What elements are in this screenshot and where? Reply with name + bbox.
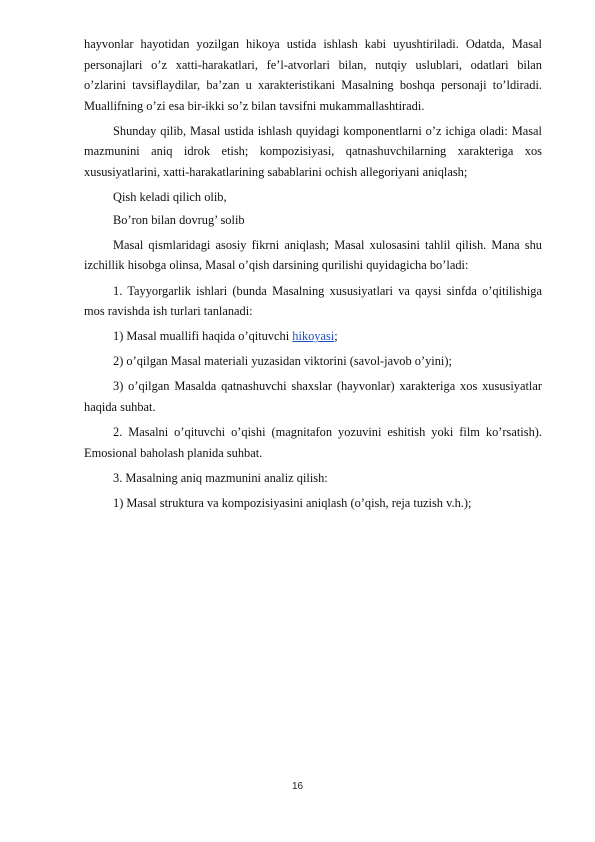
verse-line-1: Qish keladi qilich olib,	[113, 190, 227, 205]
step-teacher-reading: 2. Masalni o’qituvchi o’qishi (magnitafon yozuvini eshitish yoki film ko’rsatish). Emosional baholash planida suhbat.	[84, 425, 542, 460]
hikoyasi-link[interactable]: hikoyasi	[292, 329, 335, 344]
document-body	[84, 34, 542, 518]
paragraph-continuation: hayvonlar hayotidan yozilgan hikoya ustida ishlash kabi uyushtiriladi. Odatda, Masal personajlari o’z xatti-harakatlari, fe’l-atvorlari bilan, nutqiy uslublari, odatlari bilan o’zlarini tavsiflaydilar, ba’zan u xarakteristikani Masalning boshqa personaji to’ldiradi. Muallifning o’zi esa bir-ikki so’z bilan tavsifni mukammallashtiradi.	[84, 37, 542, 113]
page-number: 16	[291, 781, 304, 792]
list-item-teacher-story	[84, 326, 542, 347]
paragraph-lesson-structure: Masal qismlaridagi asosiy fikrni aniqlash; Masal xulosasini tahlil qilish. Mana shu izchillik hisobga olinsa, Masal o’qish darsining qurilishi quyidagicha bo’ladi:	[84, 237, 542, 273]
step-content-analysis: 3. Masalning aniq mazmunini analiz qilish:	[113, 470, 328, 485]
list-item-text: 1) Masal muallifi haqida o’qituvchi	[113, 329, 293, 344]
paragraph-components: Shunday qilib, Masal ustida ishlash quyidagi komponentlarni o’z ichiga oladi: Masal mazmunini aniq idrok etish; kompozisiyasi, qatnashuvchilarning xarakteriga xos xususiyatlarini, xatti-harakatlarining sabablarini ochish allegoriyani aniqlash;	[84, 123, 542, 180]
list-item-characters-talk: 3) o’qilgan Masalda qatnashuvchi shaxslar (hayvonlar) xarakteriga xos xususiyatlar haqida suhbat.	[84, 379, 542, 414]
verse-line-2: Bo’ron bilan dovrug’ solib	[113, 212, 245, 227]
list-item-quiz: 2) o’qilgan Masal materiali yuzasidan viktorini (savol-javob o’yini);	[113, 354, 452, 369]
list-item-text-end: ;	[334, 329, 338, 344]
list-item-structure: 1) Masal struktura va kompozisiyasini aniqlash (o’qish, reja tuzish v.h.);	[113, 495, 472, 510]
step-preparation: 1. Tayyorgarlik ishlari (bunda Masalning xususiyatlari va qaysi sinfda o’qitilishiga mos ravishda ish turlari tanlanadi:	[84, 283, 542, 319]
